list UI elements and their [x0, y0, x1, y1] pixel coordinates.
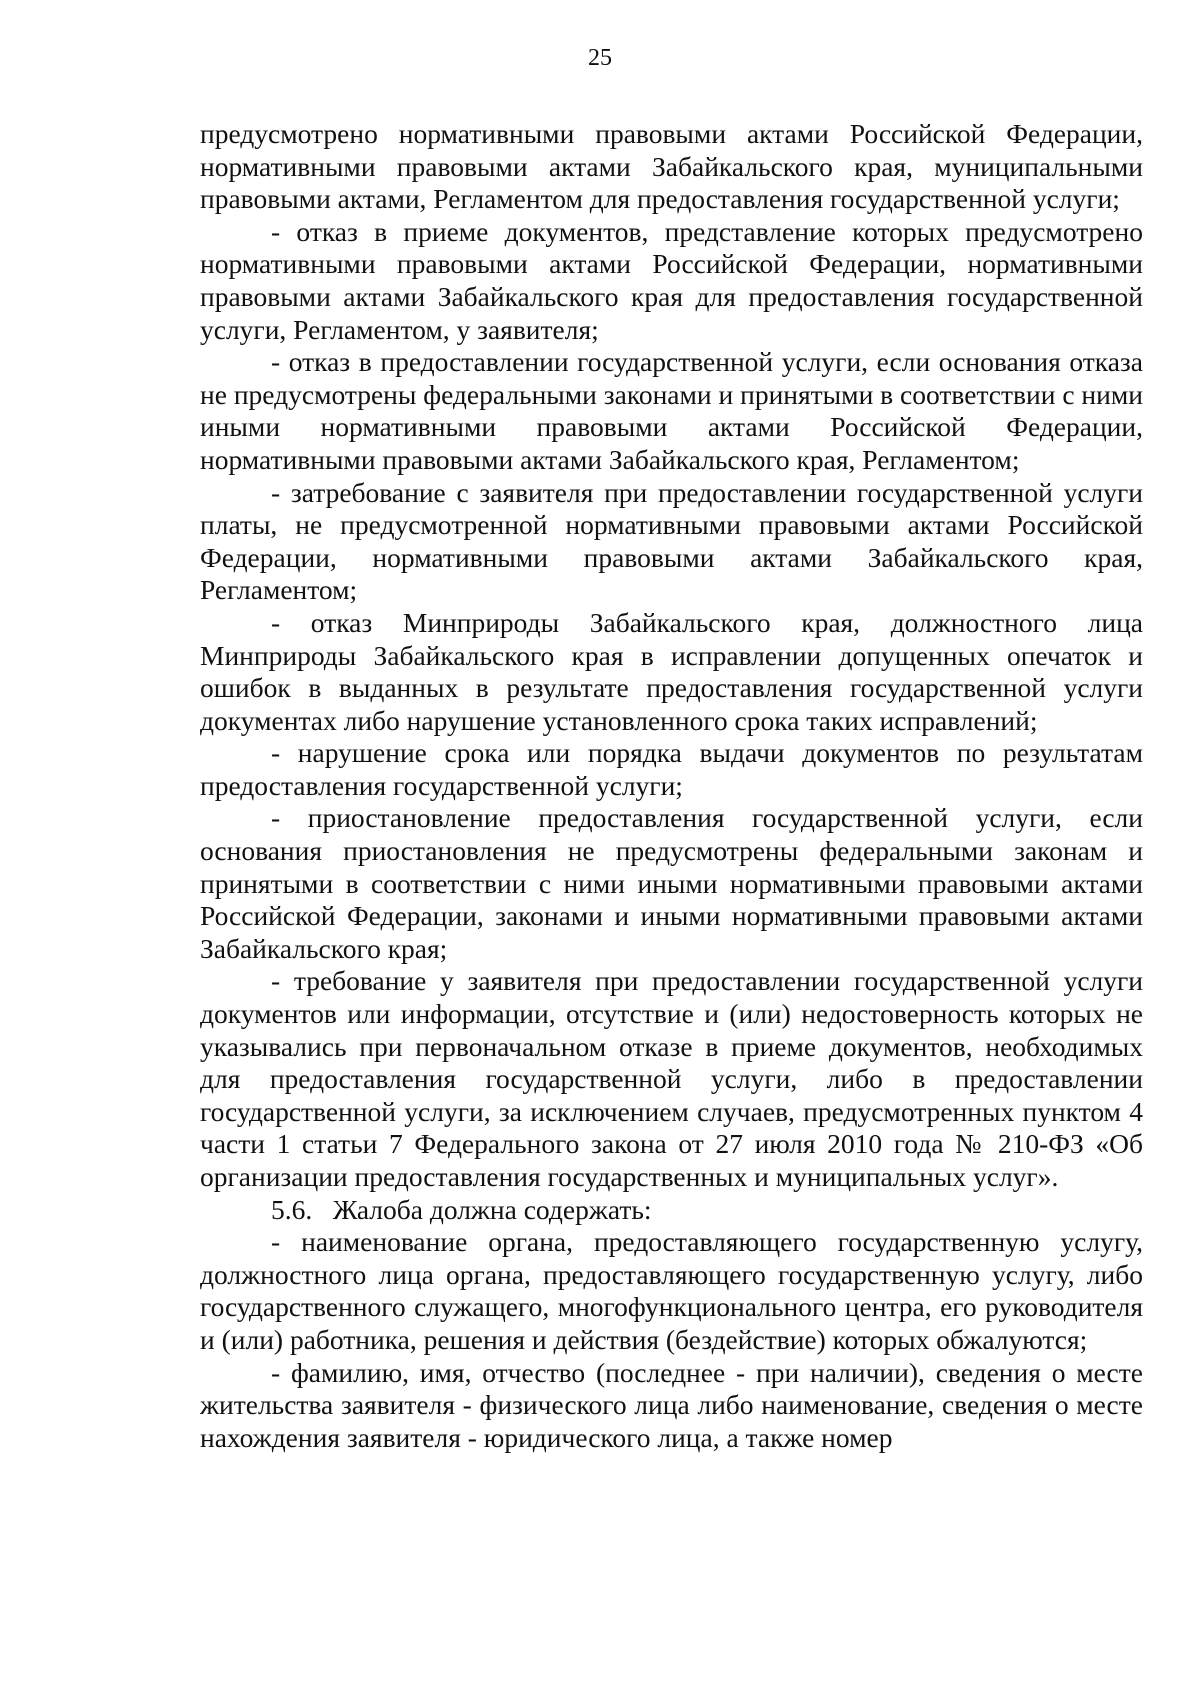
- paragraph: - отказ Минприроды Забайкальского края, должностного лица Минприроды Забайкальского края в исправлении допущенных опечаток и ошибок в выданных в результате предоставления государственной услуги документах либо нарушение установленного срока таких исправлений;: [200, 606, 1143, 736]
- paragraph: 5.6. Жалоба должна содержать:: [271, 1193, 652, 1225]
- paragraph: - наименование органа, предоставляющего государственную услугу, должностного лица органа, предоставляющего государственную услугу, либо государственного служащего, многофункционального центра, его руководителя и (или) работника, решения и действия (бездействие) которых обжалуются;: [200, 1226, 1143, 1355]
- page-number: 25: [588, 45, 612, 71]
- document-body: [200, 118, 1143, 1454]
- paragraph: - требование у заявителя при предоставлении государственной услуги документов или информации, отсутствие и (или) недостоверность которых не указывались при первоначальном отказе в приеме документов, необходимых для предоставления государственной услуги, либо в предоставлении государственной услуги, за исключением случаев, предусмотренных пунктом 4 части 1 статьи 7 Федерального закона от 27 июля 2010 года № 210-ФЗ «Об организации предоставления государственных и муниципальных услуг».: [200, 965, 1143, 1192]
- paragraph: - затребование с заявителя при предоставлении государственной услуги платы, не предусмотренной нормативными правовыми актами Российской Федерации, нормативными правовыми актами Забайкальского края, Регламентом;: [200, 476, 1143, 606]
- paragraph: - нарушение срока или порядка выдачи документов по результатам предоставления государственной услуги;: [200, 737, 1143, 801]
- paragraph: - отказ в предоставлении государственной услуги, если основания отказа не предусмотрены федеральными законами и принятыми в соответствии с ними иными нормативными правовыми актами Российской Федерации, нормативными правовыми актами Забайкальского края, Регламентом;: [200, 346, 1143, 475]
- paragraph: - фамилию, имя, отчество (последнее - при наличии), сведения о месте жительства заявителя - физического лица либо наименование, сведения о месте нахождения заявителя - юридического лица, а также номер: [200, 1356, 1143, 1453]
- paragraph-continuation: предусмотрено нормативными правовыми актами Российской Федерации, нормативными правовыми актами Забайкальского края, муниципальными правовыми актами, Регламентом для предоставления государственной услуги;: [200, 118, 1143, 215]
- paragraph: - отказ в приеме документов, представление которых предусмотрено нормативными правовыми актами Российской Федерации, нормативными правовыми актами Забайкальского края для предоставления государственной услуги, Регламентом, у заявителя;: [200, 215, 1143, 345]
- paragraph: - приостановление предоставления государственной услуги, если основания приостановления не предусмотрены федеральными законам и принятыми в соответствии с ними иными нормативными правовыми актами Российской Федерации, законами и иными нормативными правовыми актами Забайкальского края;: [200, 802, 1143, 964]
